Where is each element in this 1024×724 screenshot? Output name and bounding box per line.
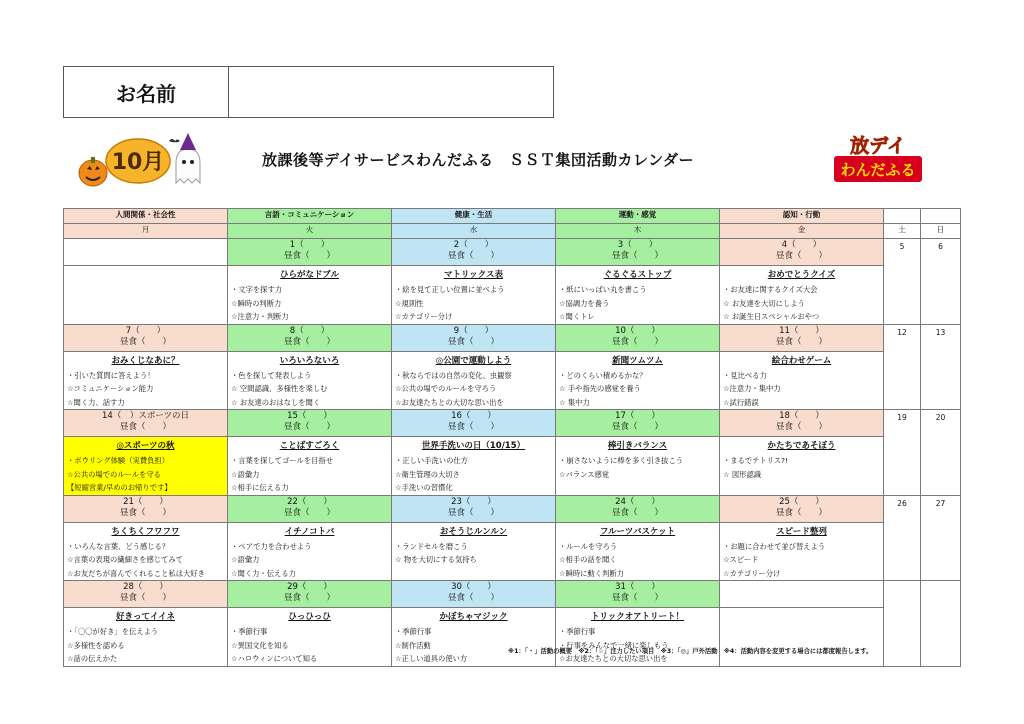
logo: [832, 130, 924, 184]
date-label: 10（ ）: [615, 325, 660, 336]
date-label: 9（ ）: [453, 325, 494, 336]
activity-title: 絵合わせゲーム: [771, 355, 832, 366]
activity-line: ・季節行事: [395, 627, 432, 636]
date-cell: [228, 495, 392, 522]
logo-line2: わんだふる: [840, 161, 916, 179]
activity-cell: [720, 608, 884, 667]
activity-cell: [228, 522, 392, 581]
activity-line: ☆お友だちが喜んでくれること私は大好き: [67, 568, 205, 578]
lunch-label: 昼食（ ）: [447, 422, 499, 432]
activity-cell: [228, 437, 392, 496]
sunday-cell: 20: [921, 410, 961, 496]
date-label: 17（ ）: [615, 411, 660, 421]
activity-title: トリックオアトリート！: [591, 612, 684, 622]
activity-cell: [64, 351, 228, 410]
bat-icon: [169, 139, 180, 142]
date-cell: [556, 581, 720, 608]
activity-cell: [392, 266, 556, 325]
activity-line: ☆ 集中力: [559, 397, 590, 407]
activity-line: ☆ 図形認識: [723, 469, 762, 479]
lunch-label: 昼食（ ）: [611, 422, 663, 432]
activity-line: ・ペアで力を合わせよう: [231, 541, 312, 551]
header-day: 火: [228, 224, 392, 239]
date-cell: [392, 495, 556, 522]
activity-cell: [720, 437, 884, 496]
lunch-label: 昼食（ ）: [447, 507, 499, 518]
activity-title: 好きってイイネ: [116, 612, 175, 622]
activity-line: ☆話の伝えかた: [67, 654, 118, 663]
date-label: 18（ ）: [779, 411, 824, 421]
activity-line: ☆制作活動: [395, 640, 431, 650]
activity-cell: [392, 522, 556, 581]
date-label: 3（ ）: [617, 240, 658, 250]
activity-title: ちくちくフワフワ: [111, 526, 180, 537]
activity-title: おそうじルンルン: [439, 526, 508, 537]
date-label: 28（ ）: [123, 582, 168, 592]
day-row: [64, 224, 961, 239]
header-day: 水: [392, 224, 556, 239]
activity-cell: [64, 266, 228, 325]
footnote: ※1：「・」活動の概要 ※2：「☆」注力したい項目 ※3：「◎」戸外活動 ※4：活動内容を変更する場合には都度報告します。: [508, 648, 873, 655]
date-row: [64, 410, 961, 437]
month-badge: [76, 131, 206, 191]
date-cell: [228, 410, 392, 437]
activity-line: ☆公共の場でのルールを守ろう: [395, 384, 497, 393]
month-text: 10月: [111, 150, 165, 175]
header-day: 土: [884, 224, 921, 239]
activity-line: ☆手洗いの習慣化: [395, 483, 453, 492]
activity-line: ・文字を探す力: [231, 285, 283, 294]
date-cell: [556, 495, 720, 522]
date-label: 2（ ）: [453, 240, 494, 250]
activity-title: ◎スポーツの秋: [116, 441, 175, 451]
activity-title: ◎公園で運動しよう: [435, 355, 512, 366]
activity-cell: [720, 351, 884, 410]
activity-line: ☆ 空間認識、多様性を楽しむ: [231, 384, 328, 393]
activity-cell: [392, 437, 556, 496]
date-row: [64, 495, 961, 522]
lunch-label: 昼食（ ）: [283, 593, 335, 603]
activity-line: ・まるでテトリス?!: [723, 456, 788, 465]
name-box: [63, 66, 554, 118]
activity-line: ・言葉を探してゴールを目指せ: [231, 456, 334, 465]
date-cell: [64, 410, 228, 437]
header-day: 月: [64, 224, 228, 239]
activity-line: ☆異国文化を知る: [231, 640, 289, 650]
date-cell: [556, 239, 720, 266]
activity-line: ・ルールを守ろう: [559, 541, 618, 551]
activity-line: ☆ハロウィンについて知る: [231, 654, 318, 663]
date-label: 21（ ）: [123, 496, 168, 507]
activity-line: ☆語彙力: [231, 469, 260, 479]
saturday-cell: 26: [884, 495, 921, 581]
lunch-label: 昼食（ ）: [119, 593, 171, 603]
lunch-label: 昼食（ ）: [775, 336, 827, 347]
activity-line: ☆ お友達のおはなしを聞く: [231, 397, 321, 407]
date-label: 23（ ）: [451, 496, 496, 507]
date-cell: [392, 410, 556, 437]
date-cell: [720, 410, 884, 437]
date-cell: [720, 581, 884, 608]
activity-line: ・行事をみんなで一緒に楽しもう: [559, 640, 669, 650]
lunch-label: 昼食（ ）: [447, 336, 499, 347]
activity-cell: [228, 266, 392, 325]
activity-cell: [228, 351, 392, 410]
activity-line: ・秋ならではの自然の変化、虫観察: [395, 370, 512, 380]
activity-line: ・いろんな言葉、どう感じる？: [67, 541, 170, 551]
activity-row: [64, 266, 961, 325]
date-cell: [720, 495, 884, 522]
activity-line: ☆カテゴリー分け: [395, 312, 453, 321]
activity-line: ☆ お友達を大切にしよう: [723, 298, 805, 308]
date-label: 29（ ）: [287, 582, 332, 592]
activity-line: ☆多様性を認める: [67, 640, 125, 650]
activity-line: ☆瞬時の判断力: [231, 298, 282, 308]
date-label: 4（ ）: [781, 240, 822, 250]
activity-line: ☆正しい道具の使い方: [395, 654, 468, 663]
name-label: お名前: [64, 67, 229, 117]
activity-line: ☆注意力・判断力: [231, 312, 289, 321]
date-label: 8（ ）: [289, 325, 330, 336]
header-category: 健康・生活: [392, 209, 556, 224]
activity-line: ☆聞く力、話す力: [67, 397, 125, 407]
date-cell: [228, 324, 392, 351]
date-cell: [556, 324, 720, 351]
activity-line: ・ボウリング体験（実費負担）: [67, 456, 170, 465]
activity-row: [64, 608, 961, 667]
date-label: 7（ ）: [125, 325, 166, 336]
activity-cell: [556, 437, 720, 496]
date-cell: [556, 410, 720, 437]
activity-line: 【短縮営業/早めのお帰りです】: [67, 483, 172, 492]
date-cell: [228, 581, 392, 608]
activity-line: ☆カテゴリー分け: [723, 568, 781, 578]
activity-cell: [228, 608, 392, 667]
activity-line: ☆ お誕生日スペシャルおやつ: [723, 312, 820, 321]
date-label: 14（ ）スポーツの日: [102, 411, 189, 421]
date-label: 16（ ）: [451, 411, 496, 421]
saturday-cell: 12: [884, 324, 921, 410]
activity-row: [64, 522, 961, 581]
sunday-cell: 13: [921, 324, 961, 410]
activity-cell: [64, 608, 228, 667]
header-category: 運動・感覚: [556, 209, 720, 224]
lunch-label: 昼食（ ）: [283, 422, 335, 432]
date-label: 11（ ）: [779, 325, 824, 336]
header-row: [64, 209, 961, 224]
activity-line: ・季節行事: [231, 627, 268, 636]
activity-line: ☆聞くトレ: [559, 312, 595, 321]
activity-line: ・見比べる力: [723, 370, 767, 380]
lunch-label: 昼食（ ）: [611, 251, 663, 261]
sunday-cell: 27: [921, 495, 961, 581]
activity-line: ☆協調力を養う: [559, 298, 610, 308]
activity-title: 新聞ツムツム: [612, 355, 663, 366]
pumpkin-icon: [79, 157, 107, 186]
name-field[interactable]: [229, 67, 553, 117]
lunch-label: 昼食（ ）: [119, 336, 171, 347]
activity-line: ☆バランス感覚: [559, 469, 610, 479]
saturday-cell: 5: [884, 239, 921, 325]
date-cell: [720, 239, 884, 266]
activity-title: おめでとうクイズ: [767, 270, 836, 280]
activity-cell: [392, 608, 556, 667]
activity-line: ☆相手の話を聞く: [559, 555, 617, 564]
date-row: [64, 324, 961, 351]
date-label: 31（ ）: [615, 582, 660, 592]
date-label: 25（ ）: [779, 496, 824, 507]
activity-line: ☆コミュニケーション能力: [67, 384, 154, 393]
activity-line: ☆規則性: [395, 298, 424, 308]
activity-title: ぐるぐるストップ: [603, 270, 672, 280]
activity-line: ☆言葉の表現の繊細さを感じてみて: [67, 555, 183, 564]
activity-line: ・お題に合わせて並び替えよう: [723, 541, 826, 551]
sunday-cell: [921, 581, 961, 667]
date-cell: [720, 324, 884, 351]
date-row: [64, 581, 961, 608]
saturday-cell: 19: [884, 410, 921, 496]
activity-line: ☆お友達たちとの大切な思い出を: [559, 654, 668, 663]
activity-line: ・絵を見て正しい位置に並べよう: [395, 285, 505, 294]
lunch-label: 昼食（ ）: [611, 593, 663, 603]
activity-title: スピード整列: [776, 526, 827, 537]
lunch-label: 昼食（ ）: [447, 593, 499, 603]
date-row: [64, 239, 961, 266]
activity-cell: [64, 522, 228, 581]
header-category: [884, 209, 921, 224]
lunch-label: 昼食（ ）: [119, 507, 171, 518]
lunch-label: 昼食（ ）: [283, 251, 335, 261]
activity-line: ・紙にいっぱい丸を書こう: [559, 285, 647, 294]
activity-title: 棒引きバランス: [607, 441, 668, 451]
saturday-cell: [884, 581, 921, 667]
activity-title: おみくじなあに？: [111, 355, 180, 366]
activity-title: ことばすごろく: [279, 441, 340, 451]
header-day: 日: [921, 224, 961, 239]
activity-title: ひらがなドブル: [280, 270, 339, 280]
activity-line: ☆瞬時に動く判断力: [559, 568, 624, 578]
activity-row: [64, 437, 961, 496]
activity-line: ☆試行錯誤: [723, 397, 759, 407]
activity-line: ・お友達に関するクイズ大会: [723, 285, 818, 294]
activity-line: ・ランドセルを磨こう: [395, 541, 468, 551]
lunch-label: 昼食（ ）: [447, 251, 499, 261]
activity-line: ☆ 物を大切にする気持ち: [395, 555, 477, 564]
activity-line: ☆お友達たちとの大切な思い出を: [395, 397, 504, 407]
logo-line1: 放デイ: [850, 135, 906, 157]
header-category: [921, 209, 961, 224]
date-cell: [64, 581, 228, 608]
lunch-label: 昼食（ ）: [611, 336, 663, 347]
activity-line: ・引いた質問に答えよう！: [67, 370, 155, 380]
activity-title: ひっひっひ: [288, 612, 331, 622]
activity-title: フルーツバスケット: [599, 526, 676, 537]
activity-cell: [720, 266, 884, 325]
activity-line: ☆相手に伝える力: [231, 483, 289, 492]
lunch-label: 昼食（ ）: [775, 422, 827, 432]
date-cell: [392, 324, 556, 351]
header-category: 言語・コミュニケーション: [228, 209, 392, 224]
ghost-icon: [176, 133, 200, 183]
activity-cell: [556, 266, 720, 325]
calendar-table: [63, 208, 961, 667]
activity-line: ・どのくらい積めるかな？: [559, 370, 647, 380]
activity-line: ☆スピード: [723, 555, 759, 564]
activity-line: ☆ 手や指先の感覚を養う: [559, 384, 641, 393]
activity-line: ・正しい手洗いの仕方: [395, 456, 468, 465]
activity-line: ☆語彙力: [231, 555, 260, 564]
date-label: 1（ ）: [289, 240, 330, 250]
activity-line: ・崩さないように棒を多く引き抜こう: [559, 456, 684, 465]
activity-cell: [556, 608, 720, 667]
lunch-label: 昼食（ ）: [775, 251, 827, 261]
activity-cell: [556, 351, 720, 410]
header-day: 金: [720, 224, 884, 239]
date-cell: [64, 324, 228, 351]
header-category: 人間関係・社会性: [64, 209, 228, 224]
activity-cell: [720, 522, 884, 581]
header-category: 認知・行動: [720, 209, 884, 224]
activity-line: ・季節行事: [559, 627, 596, 636]
sunday-cell: 6: [921, 239, 961, 325]
activity-line: ☆注意力・集中力: [723, 384, 781, 393]
activity-cell: [392, 351, 556, 410]
activity-line: ・「〇〇が好き」を伝えよう: [67, 627, 159, 636]
activity-title: かぼちゃマジック: [439, 612, 508, 622]
lunch-label: 昼食（ ）: [775, 507, 827, 518]
activity-title: マトリックス表: [443, 270, 504, 280]
date-label: 24（ ）: [615, 496, 660, 507]
lunch-label: 昼食（ ）: [283, 507, 335, 518]
date-label: 22（ ）: [287, 496, 332, 507]
date-cell: [392, 581, 556, 608]
lunch-label: 昼食（ ）: [119, 422, 171, 432]
date-label: 15（ ）: [287, 411, 332, 421]
date-cell: [228, 239, 392, 266]
activity-cell: [64, 437, 228, 496]
header-day: 木: [556, 224, 720, 239]
date-cell: [64, 239, 228, 266]
activity-row: [64, 351, 961, 410]
activity-line: ☆衛生管理の大切さ: [395, 469, 460, 479]
activity-cell: [556, 522, 720, 581]
lunch-label: 昼食（ ）: [611, 507, 663, 518]
activity-title: イチノコトバ: [284, 526, 335, 537]
activity-line: ☆公共の場でのルールを守る: [67, 469, 161, 479]
date-cell: [64, 495, 228, 522]
activity-title: かたちであそぼう: [767, 441, 836, 451]
lunch-label: 昼食（ ）: [283, 336, 335, 347]
date-cell: [392, 239, 556, 266]
page-title: 放課後等デイサービスわんだふる ＳＳＴ集団活動カレンダー: [262, 151, 694, 169]
activity-line: ☆聞く力・伝える力: [231, 568, 296, 578]
activity-line: ・色を探して発表しよう: [231, 370, 312, 380]
activity-title: 世界手洗いの日（10/15）: [421, 441, 526, 451]
activity-title: いろいろないろ: [279, 355, 340, 366]
date-label: 30（ ）: [451, 582, 496, 592]
